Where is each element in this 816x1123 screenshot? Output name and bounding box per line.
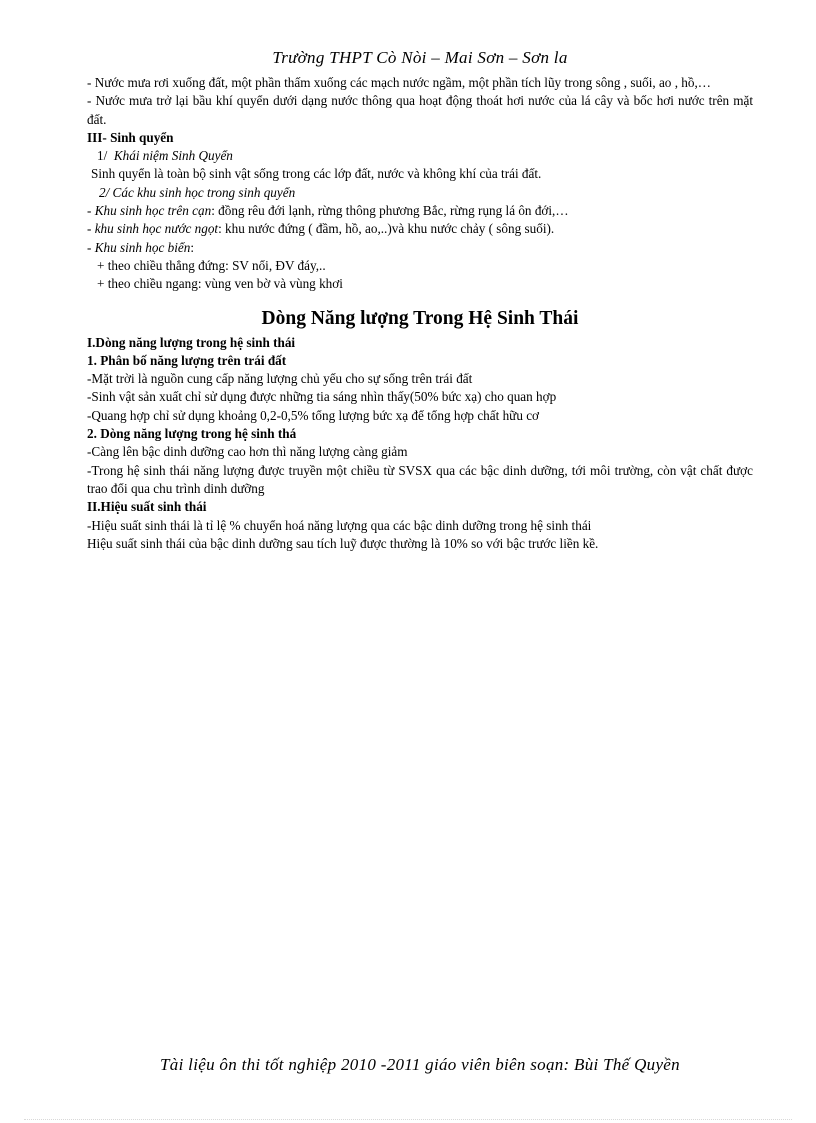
list-prefix: - bbox=[87, 239, 95, 255]
paragraph: -Càng lên bậc dinh dưỡng cao hơn thì năng lượng càng giảm bbox=[87, 444, 408, 460]
paragraph: - Nước mưa rơi xuống đất, một phần thấm xuống các mạch nước ngầm, một phần tích lũy trong sông , suối, ao , hồ,… bbox=[87, 75, 711, 90]
subheading: 1. Phân bố năng lượng trên trái đất bbox=[87, 352, 287, 368]
subheading: 2. Dòng năng lượng trong hệ sinh thá bbox=[87, 426, 297, 442]
paragraph: -Quang hợp chỉ sử dụng khoảng 0,2-0,5% tổng lượng bức xạ để tổng hợp chất hữu cơ bbox=[87, 407, 540, 423]
page-bottom-divider bbox=[24, 1119, 792, 1120]
list-label: khu sinh học nước ngọt bbox=[94, 221, 219, 237]
paragraph: - Nước mưa trở lại bầu khí quyển dưới dạng nước thông qua hoạt động thoát hơi nước của lá cây và bốc hơi nước trên mặt đất. bbox=[87, 93, 753, 127]
list-item: + theo chiều ngang: vùng ven bờ và vùng khơi bbox=[97, 276, 343, 292]
paragraph: -Trong hệ sinh thái năng lượng được truyền một chiều từ SVSX qua các bậc dinh dưỡng, tới môi trường, còn vật chất được trao đổi qua chu trình dinh dưỡng bbox=[87, 462, 753, 496]
subheading bbox=[87, 147, 753, 165]
list-prefix: - bbox=[87, 221, 95, 237]
section-heading: II.Hiệu suất sinh thái bbox=[87, 499, 207, 515]
list-item bbox=[87, 202, 753, 220]
list-item: + theo chiều thẳng đứng: SV nổi, ĐV đáy,.. bbox=[97, 257, 326, 273]
paragraph: Hiệu suất sinh thái của bậc dinh dưỡng sau tích luỹ được thường là 10% so với bậc trước liền kề. bbox=[87, 535, 599, 551]
list-label: Khu sinh học biển bbox=[94, 239, 191, 255]
section-heading: I.Dòng năng lượng trong hệ sinh thái bbox=[87, 334, 296, 350]
paragraph: -Mặt trời là nguồn cung cấp năng lượng chủ yếu cho sự sống trên trái đất bbox=[87, 371, 473, 387]
section-title: Dòng Năng lượng Trong Hệ Sinh Thái bbox=[261, 307, 579, 329]
paragraph: -Hiệu suất sinh thái là tỉ lệ % chuyển hoá năng lượng qua các bậc dinh dưỡng trong hệ sinh thái bbox=[87, 517, 592, 533]
section-heading: III- Sinh quyển bbox=[87, 129, 174, 145]
subheading-title: Khái niệm Sinh Quyển bbox=[113, 148, 233, 164]
page-content bbox=[87, 74, 753, 553]
subheading: 2/ Các khu sinh học trong sinh quyển bbox=[99, 184, 296, 200]
page-footer: Tài liệu ôn thi tốt nghiệp 2010 -2011 giáo viên biên soạn: Bùi Thế Quyền bbox=[160, 1055, 680, 1074]
list-label: Khu sinh học trên cạn bbox=[94, 203, 212, 219]
list-text: : bbox=[190, 239, 194, 255]
list-text: : đồng rêu đới lạnh, rừng thông phương Bắc, rừng rụng lá ôn đới,… bbox=[211, 203, 569, 219]
definition: Sinh quyển là toàn bộ sinh vật sống trong các lớp đất, nước và không khí của trái đất. bbox=[91, 166, 542, 182]
subheading-number: 1/ bbox=[97, 148, 108, 164]
list-item bbox=[87, 239, 753, 257]
list-item bbox=[87, 220, 753, 238]
page-header: Trường THPT Cò Nòi – Mai Sơn – Sơn la bbox=[272, 48, 568, 67]
list-text: : khu nước đứng ( đầm, hồ, ao,..)và khu nước chảy ( sông suối). bbox=[218, 221, 555, 237]
paragraph: -Sinh vật sản xuất chỉ sử dụng được những tia sáng nhìn thấy(50% bức xạ) cho quan hợp bbox=[87, 389, 557, 405]
list-prefix: - bbox=[87, 203, 95, 219]
